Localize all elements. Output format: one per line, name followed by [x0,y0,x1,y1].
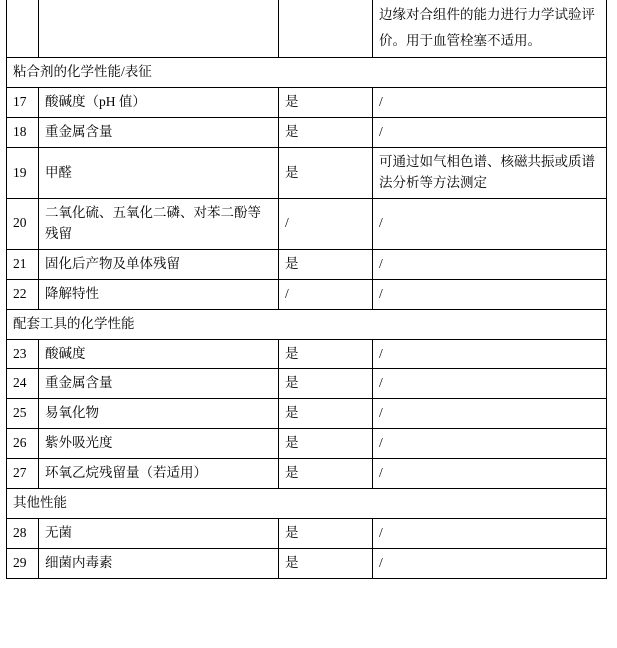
row-number-cell: 26 [7,429,39,459]
row-item-cell: 环氧乙烷残留量（若适用） [39,459,279,489]
row-requirement-cell: 是 [279,118,373,148]
table-row [7,369,607,399]
row-note-cell: / [373,339,607,369]
table-row-continued [7,0,607,58]
row-item-cell: 降解特性 [39,279,279,309]
row-requirement-cell: 是 [279,88,373,118]
row-requirement-cell: 是 [279,339,373,369]
row-note-cell: / [373,399,607,429]
row-number-cell: 25 [7,399,39,429]
row-item-cell: 固化后产物及单体残留 [39,249,279,279]
row-item-cell: 酸碱度（pH 值） [39,88,279,118]
row-requirement-cell: 是 [279,148,373,199]
row-number-cell: 17 [7,88,39,118]
row-requirement-cell: / [279,279,373,309]
table-row [7,519,607,549]
row-note-cell: / [373,279,607,309]
row-number-cell: 27 [7,459,39,489]
row-number-cell: 28 [7,519,39,549]
row-item-cell: 易氧化物 [39,399,279,429]
row-item-cell [39,0,279,58]
row-number-cell: 29 [7,548,39,578]
row-note-cell: / [373,118,607,148]
table-row [7,249,607,279]
row-note-cell: / [373,198,607,249]
row-requirement-cell: 是 [279,249,373,279]
row-item-cell: 酸碱度 [39,339,279,369]
row-requirement-cell: 是 [279,519,373,549]
table-row [7,148,607,199]
section-title: 粘合剂的化学性能/表征 [7,58,607,88]
row-item-cell: 甲醛 [39,148,279,199]
row-note-cell: / [373,88,607,118]
row-requirement-cell: 是 [279,459,373,489]
requirements-table [6,0,607,579]
row-item-cell: 细菌内毒素 [39,548,279,578]
row-number-cell: 24 [7,369,39,399]
row-number-cell: 21 [7,249,39,279]
row-requirement-cell: 是 [279,548,373,578]
row-note-cell: 边缘对合组件的能力进行力学试验评价。用于血管栓塞不适用。 [373,0,607,58]
table-row [7,548,607,578]
row-note-cell: / [373,429,607,459]
section-header-row [7,58,607,88]
section-header-row [7,309,607,339]
row-note-cell: 可通过如气相色谱、核磁共振或质谱法分析等方法测定 [373,148,607,199]
row-number-cell: 19 [7,148,39,199]
table-row [7,279,607,309]
row-note-cell: / [373,369,607,399]
table-row [7,118,607,148]
section-header-row [7,489,607,519]
row-requirement-cell: 是 [279,429,373,459]
row-item-cell: 重金属含量 [39,118,279,148]
row-note-cell: / [373,548,607,578]
table-row [7,88,607,118]
row-note-cell: / [373,249,607,279]
row-number-cell: 20 [7,198,39,249]
row-note-cell: / [373,519,607,549]
row-requirement-cell: 是 [279,369,373,399]
row-note-cell: / [373,459,607,489]
section-title: 配套工具的化学性能 [7,309,607,339]
section-title: 其他性能 [7,489,607,519]
table-row [7,198,607,249]
row-item-cell: 重金属含量 [39,369,279,399]
row-item-cell: 紫外吸光度 [39,429,279,459]
row-requirement-cell [279,0,373,58]
row-requirement-cell: 是 [279,399,373,429]
row-item-cell: 二氧化硫、五氧化二磷、对苯二酚等残留 [39,198,279,249]
row-number-cell: 23 [7,339,39,369]
table-row [7,339,607,369]
row-number-cell: 22 [7,279,39,309]
table-row [7,459,607,489]
row-item-cell: 无菌 [39,519,279,549]
row-number-cell: 18 [7,118,39,148]
table-row [7,399,607,429]
table-row [7,429,607,459]
row-number-cell [7,0,39,58]
row-requirement-cell: / [279,198,373,249]
